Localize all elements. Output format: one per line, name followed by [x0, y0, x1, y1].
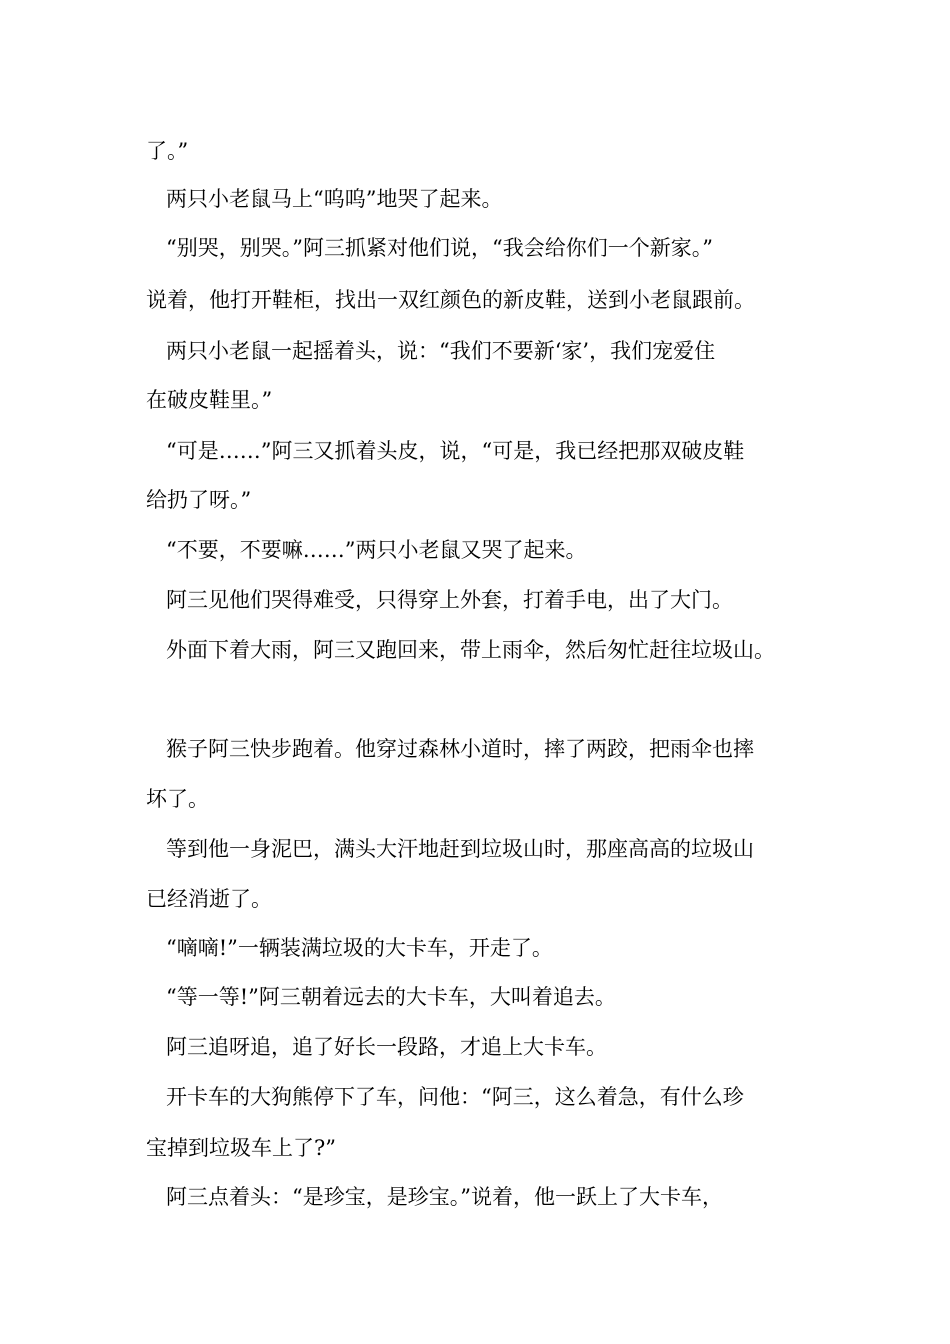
text-line: 说着，他打开鞋柜，找出一双红颜色的新皮鞋，送到小老鼠跟前。: [146, 288, 755, 312]
text-line: 坏了。: [146, 787, 209, 811]
text-line: “可是……”阿三又抓着头皮，说，“可是，我已经把那双破皮鞋: [166, 439, 745, 463]
text-line: 阿三追呀追，追了好长一段路，才追上大卡车。: [166, 1035, 607, 1059]
text-line: 已经消逝了。: [146, 887, 272, 911]
text-line: “不要，不要嘛……”两只小老鼠又哭了起来。: [166, 538, 587, 562]
text-line: 给扔了呀。”: [146, 488, 252, 512]
text-line: 在破皮鞋里。”: [146, 388, 273, 412]
text-line: 两只小老鼠一起摇着头，说：“我们不要新‘家’，我们宠爱住: [166, 339, 716, 363]
text-line: 两只小老鼠马上“呜呜”地哭了起来。: [166, 187, 503, 211]
text-line: “等一等!”阿三朝着远去的大卡车，大叫着追去。: [166, 985, 616, 1009]
text-line: 外面下着大雨，阿三又跑回来，带上雨伞，然后匆忙赶往垃圾山。: [166, 638, 775, 662]
text-line: 猴子阿三快步跑着。他穿过森林小道时，摔了两跤，把雨伞也摔: [166, 737, 754, 761]
text-line: 宝掉到垃圾车上了?”: [146, 1136, 336, 1160]
text-line: 等到他一身泥巴，满头大汗地赶到垃圾山时，那座高高的垃圾山: [166, 837, 754, 861]
text-line: 阿三点着头：“是珍宝，是珍宝。”说着，他一跃上了大卡车，: [166, 1185, 723, 1209]
text-line: 开卡车的大狗熊停下了车，问他：“阿三，这么着急，有什么珍: [166, 1085, 744, 1109]
text-line: 阿三见他们哭得难受，只得穿上外套，打着手电，出了大门。: [166, 588, 733, 612]
text-line: “别哭，别哭。”阿三抓紧对他们说，“我会给你们一个新家。”: [166, 236, 713, 260]
text-line: 了。”: [146, 139, 189, 163]
text-line: “嘀嘀!”一辆装满垃圾的大卡车，开走了。: [166, 936, 553, 960]
